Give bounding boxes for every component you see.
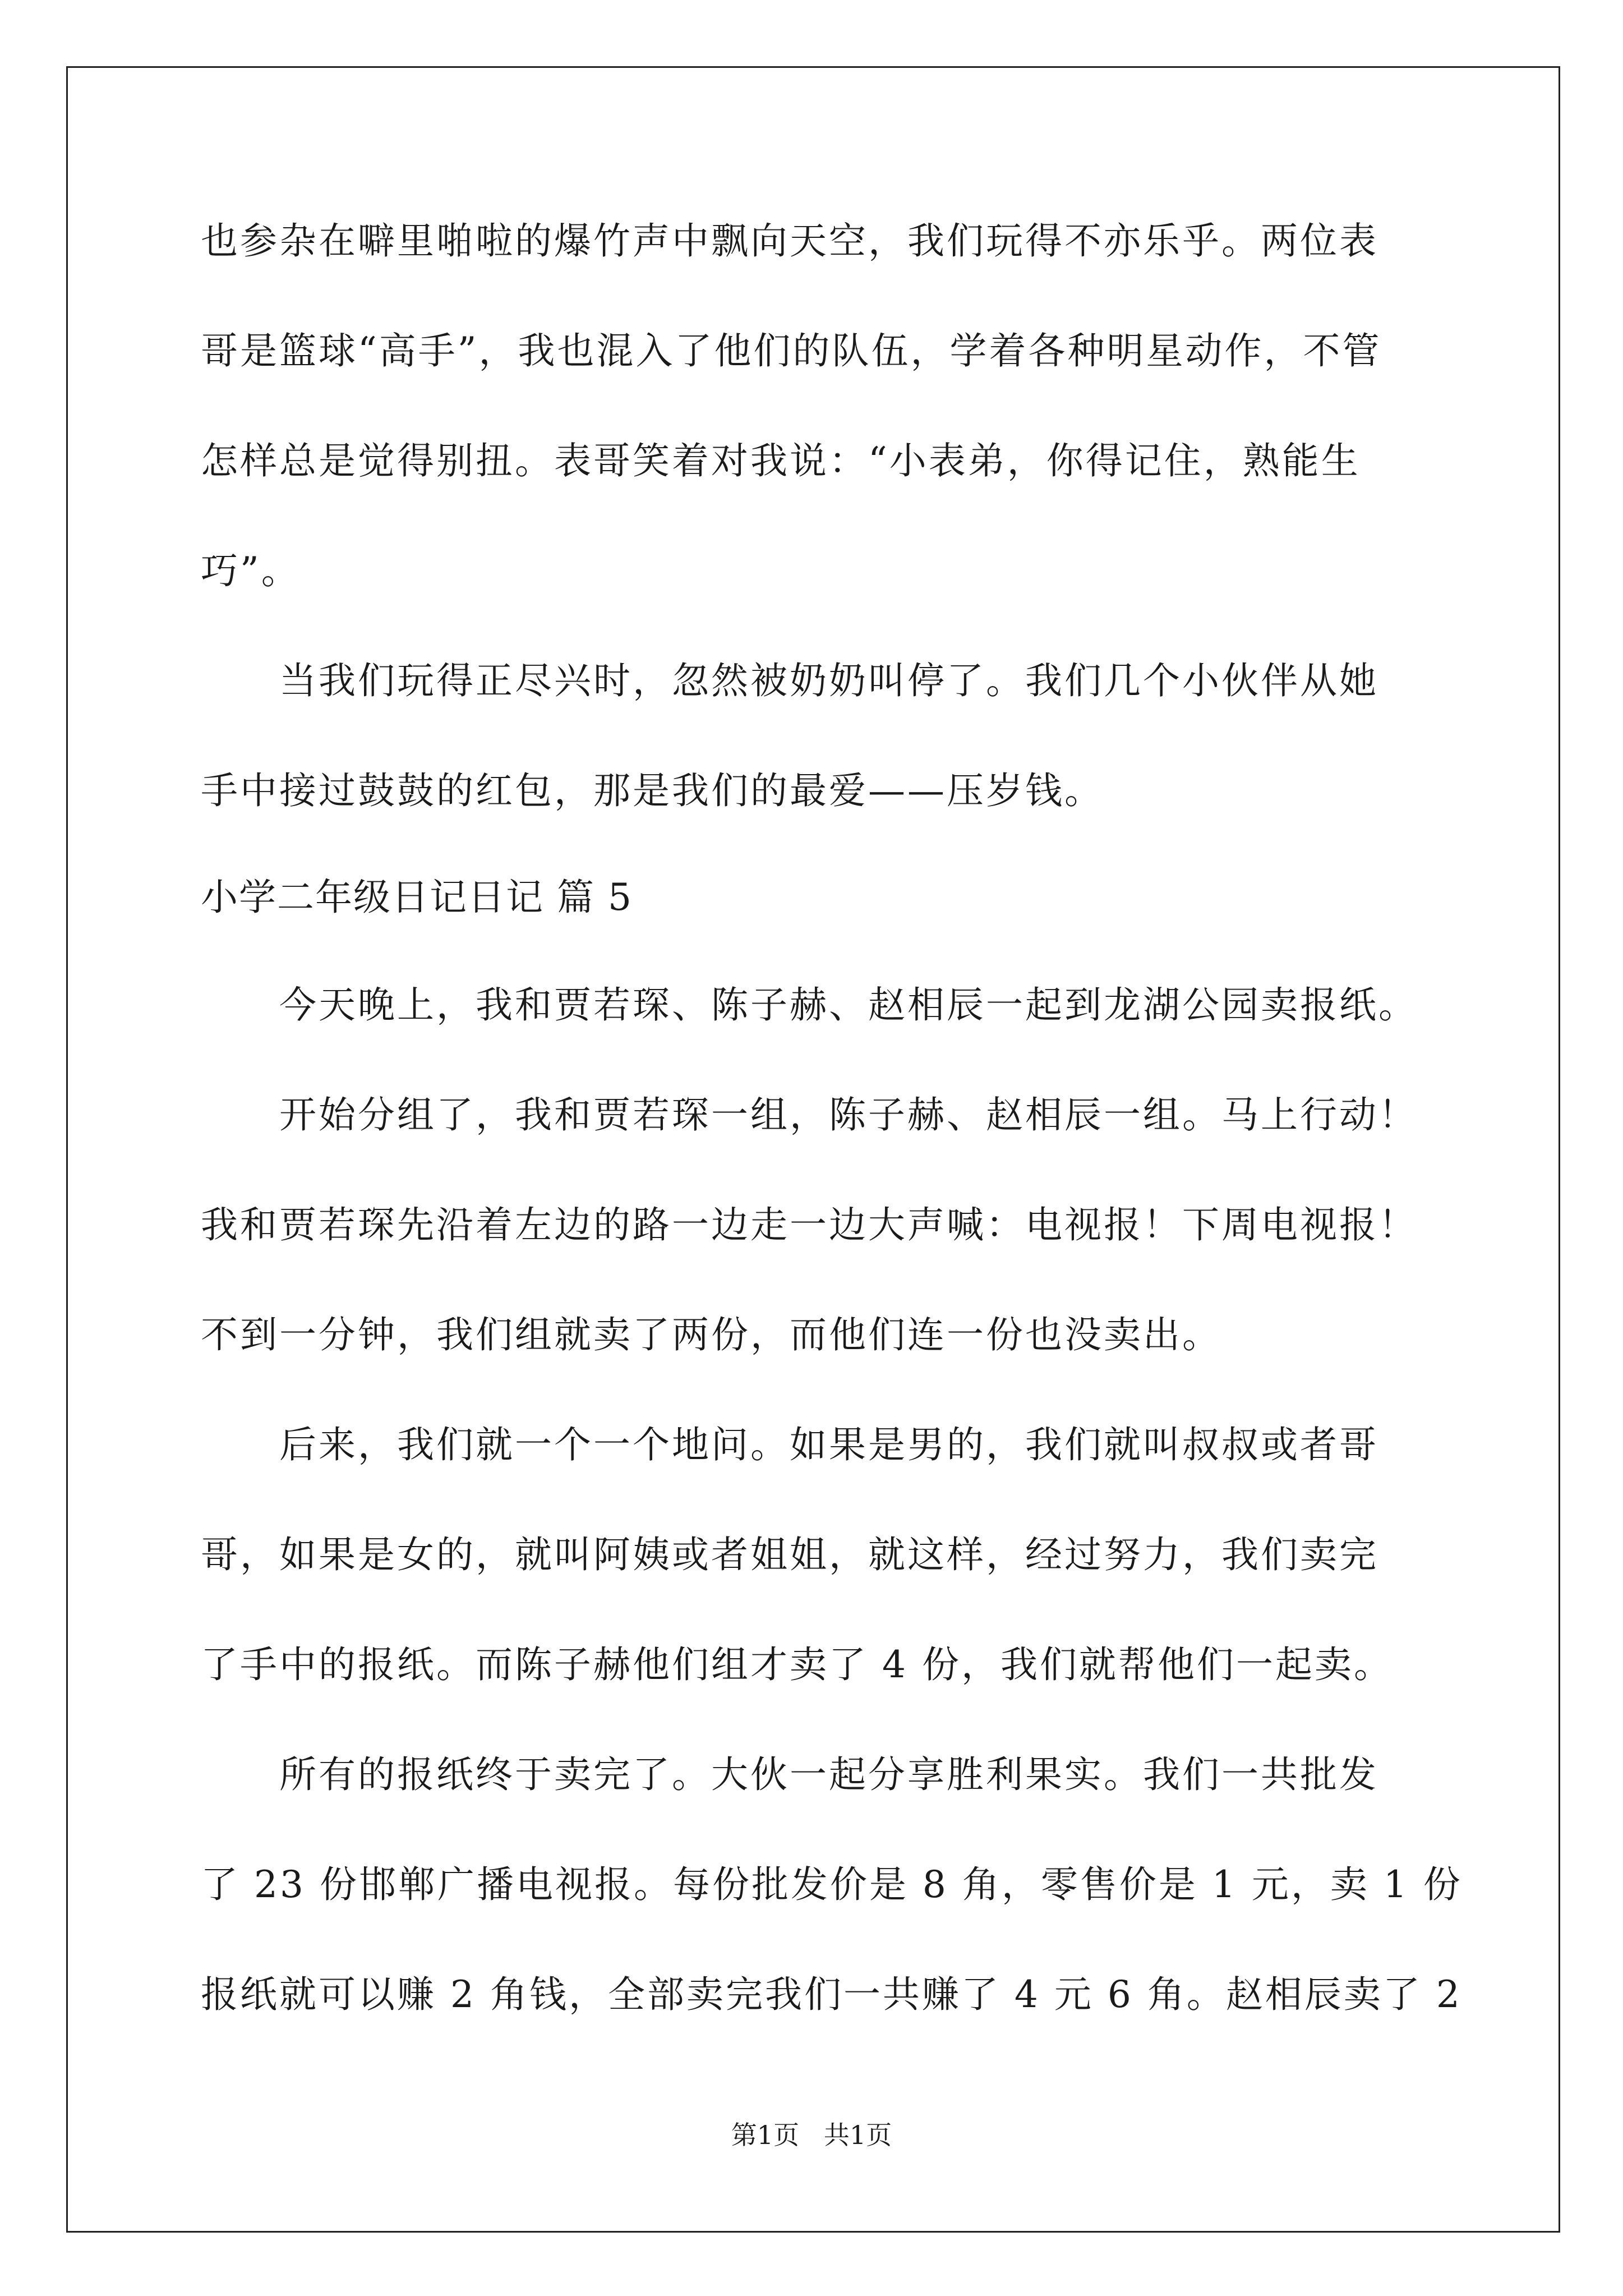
- page-footer: 第1页 共1页: [731, 2120, 892, 2150]
- text-line: 哥，如果是女的，就叫阿姨或者姐姐，就这样，经过努力，我们卖完: [201, 1533, 1378, 1576]
- text-line: 手中接过鼓鼓的红包，那是我们的最爱——压岁钱。: [201, 769, 1104, 812]
- text-line: 不到一分钟，我们组就卖了两份，而他们连一份也没卖出。: [201, 1313, 1221, 1356]
- text-line: 当我们玩得正尽兴时，忽然被奶奶叫停了。我们几个小伙伴从她: [279, 659, 1378, 702]
- text-line: 开始分组了，我和贾若琛一组，陈子赫、赵相辰一组。马上行动！: [279, 1093, 1418, 1137]
- text-line: 了手中的报纸。而陈子赫他们组才卖了 4 份，我们就帮他们一起卖。: [201, 1643, 1393, 1686]
- text-line: 了 23 份邯郸广播电视报。每份批发价是 8 角，零售价是 1 元，卖 1 份: [201, 1863, 1463, 1906]
- section-heading: 小学二年级日记日记 篇 5: [201, 876, 633, 919]
- text-line: 巧”。: [201, 549, 301, 592]
- text-line: 报纸就可以赚 2 角钱，全部卖完我们一共赚了 4 元 6 角。赵相辰卖了 2: [201, 1973, 1462, 2016]
- text-line: 所有的报纸终于卖完了。大伙一起分享胜利果实。我们一共批发: [279, 1753, 1378, 1796]
- text-line: 我和贾若琛先沿着左边的路一边走一边大声喊：电视报！下周电视报！: [201, 1203, 1418, 1246]
- text-line: 哥是篮球“高手”，我也混入了他们的队伍，学着各种明星动作，不管: [201, 329, 1382, 372]
- text-line: 也参杂在噼里啪啦的爆竹声中飘向天空，我们玩得不亦乐乎。两位表: [201, 219, 1378, 263]
- text-line: 今天晚上，我和贾若琛、陈子赫、赵相辰一起到龙湖公园卖报纸。: [279, 983, 1418, 1027]
- text-line: 后来，我们就一个一个地问。如果是男的，我们就叫叔叔或者哥: [279, 1423, 1378, 1466]
- text-line: 怎样总是觉得别扭。表哥笑着对我说：“小表弟，你得记住，熟能生: [201, 439, 1361, 482]
